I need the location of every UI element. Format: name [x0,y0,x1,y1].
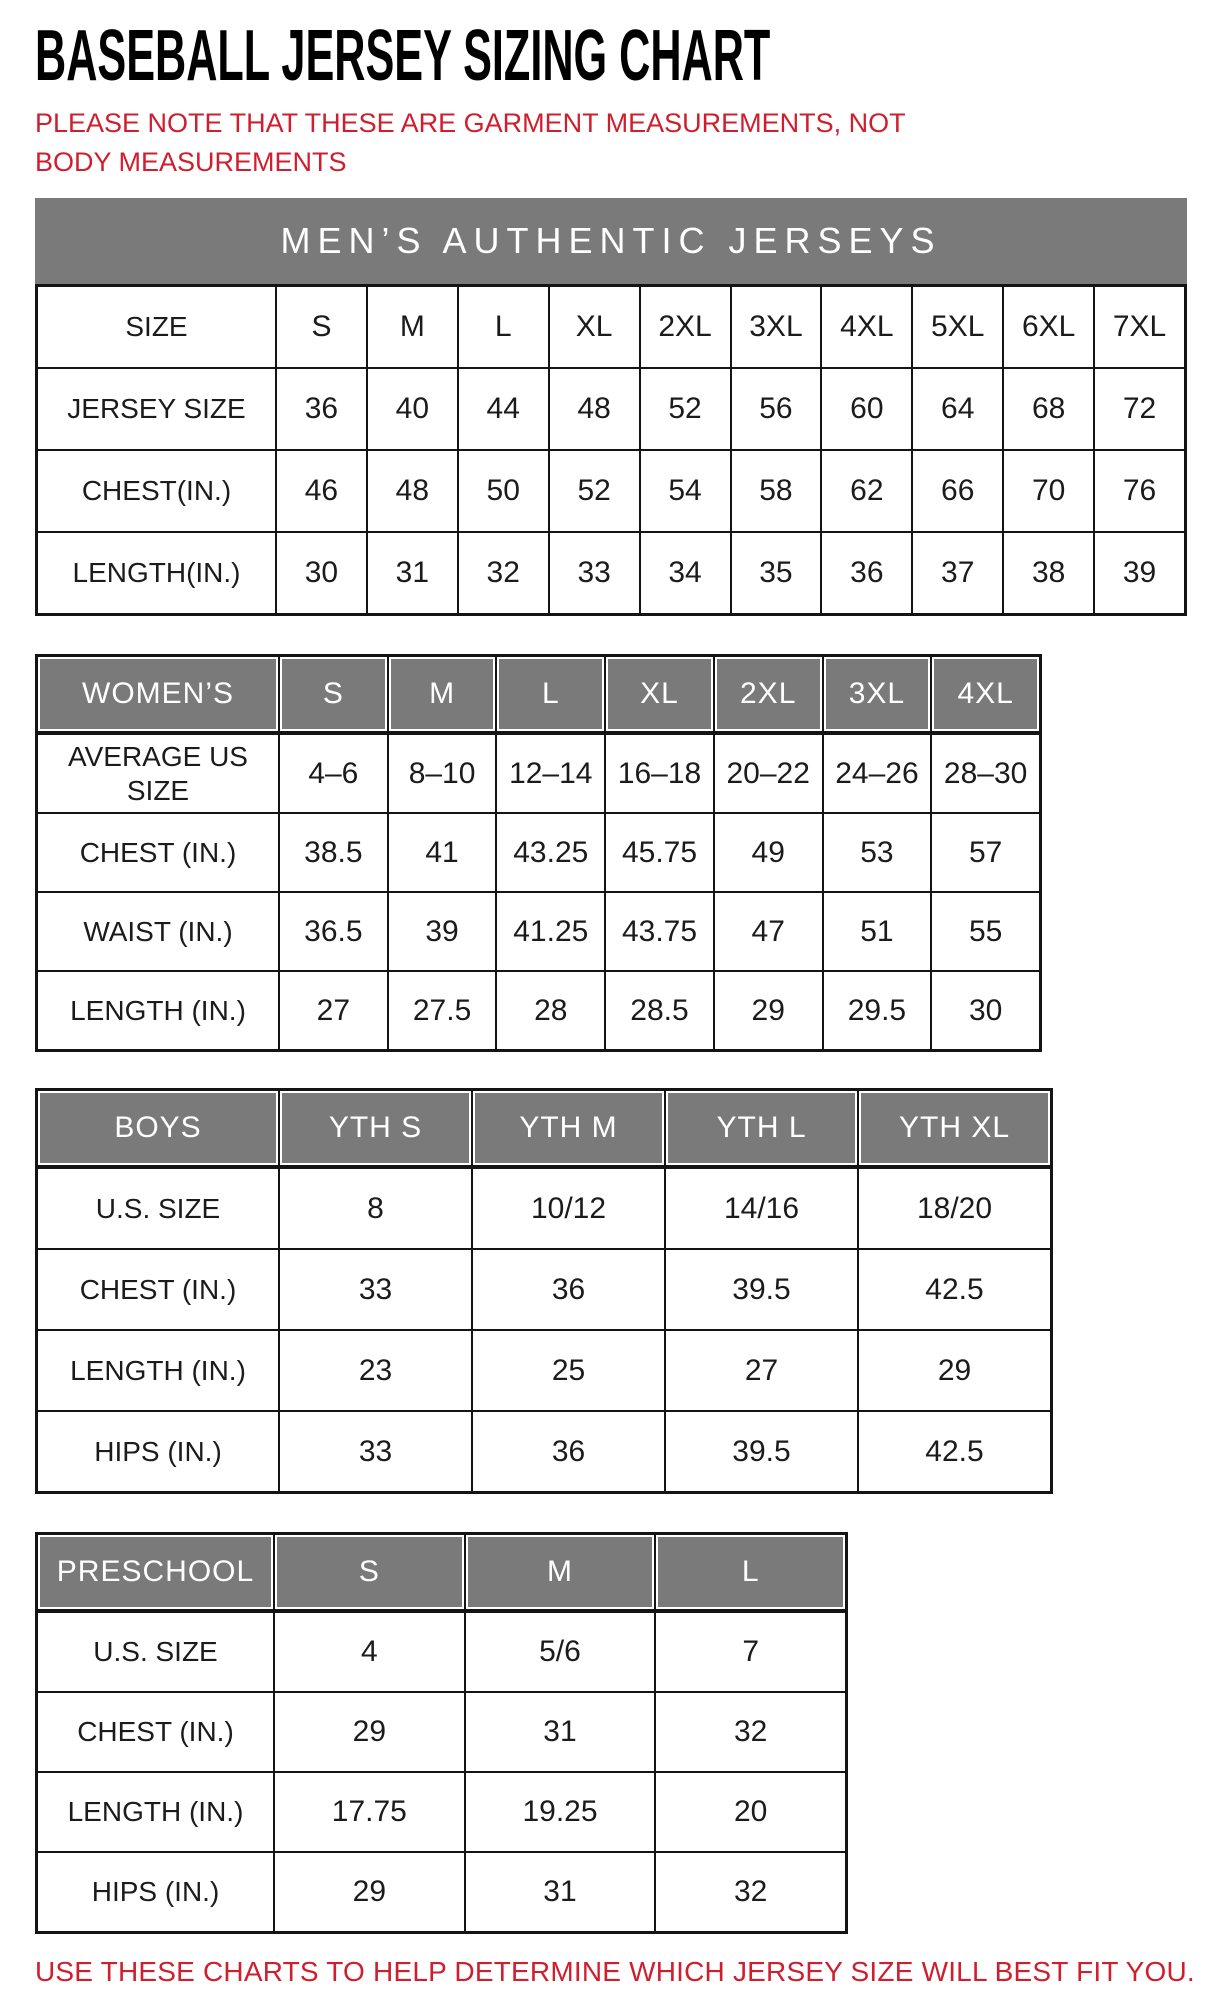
value-cell: 39 [389,893,496,970]
value-cell: 58 [732,451,821,531]
value-cell: 42.5 [859,1250,1050,1329]
value-cell: 43.75 [606,893,713,970]
row-label-cell: CHEST (IN.) [38,814,278,891]
value-cell: 50 [459,451,548,531]
value-cell: 32 [459,533,548,613]
value-cell: 47 [715,893,822,970]
row-label-cell: WAIST (IN.) [38,893,278,970]
value-cell: 5/6 [466,1613,655,1691]
value-cell: 25 [473,1331,664,1410]
value-cell: 36.5 [280,893,387,970]
column-header-cell: L [656,1535,845,1609]
column-header-cell: 6XL [1004,287,1093,367]
column-header-cell: 7XL [1095,287,1184,367]
row-label-cell: HIPS (IN.) [38,1853,273,1931]
value-cell: 37 [913,533,1002,613]
womens-size-table [35,654,1042,1052]
value-cell: 27 [280,972,387,1049]
column-header-cell: 4XL [822,287,911,367]
value-cell: 8–10 [389,735,496,812]
value-cell: 29 [859,1331,1050,1410]
row-label-cell: LENGTH (IN.) [38,972,278,1049]
value-cell: 48 [550,369,639,449]
value-cell: 35 [732,533,821,613]
mens-size-table [35,198,1187,616]
column-header-cell: 4XL [932,657,1039,731]
value-cell: 19.25 [466,1773,655,1851]
value-cell: 27.5 [389,972,496,1049]
value-cell: 53 [824,814,931,891]
value-cell: 36 [473,1412,664,1491]
boys-size-table [35,1088,1053,1494]
value-cell: 29 [275,1693,464,1771]
value-cell: 29.5 [824,972,931,1049]
value-cell: 28–30 [932,735,1039,812]
mens-table-banner: MEN’S AUTHENTIC JERSEYS [35,198,1187,284]
value-cell: 45.75 [606,814,713,891]
column-header-cell: 2XL [641,287,730,367]
value-cell: 49 [715,814,822,891]
value-cell: 33 [280,1412,471,1491]
value-cell: 36 [822,533,911,613]
column-header-cell: XL [606,657,713,731]
column-header-cell: S [277,287,366,367]
row-label-cell: LENGTH (IN.) [38,1773,273,1851]
row-label-cell: U.S. SIZE [38,1613,273,1691]
value-cell: 16–18 [606,735,713,812]
column-header-cell: 3XL [824,657,931,731]
column-header-cell: S [275,1535,464,1609]
row-label-cell: LENGTH(IN.) [38,533,275,613]
womens-table-header-row [35,654,1042,735]
boys-table-header-row [35,1088,1053,1169]
value-cell: 51 [824,893,931,970]
value-cell: 28.5 [606,972,713,1049]
value-cell: 28 [497,972,604,1049]
preschool-table-header-row [35,1532,848,1613]
value-cell: 14/16 [666,1169,857,1248]
value-cell: 44 [459,369,548,449]
row-label-cell: JERSEY SIZE [38,369,275,449]
row-label-cell: HIPS (IN.) [38,1412,278,1491]
column-header-cell: YTH S [280,1091,471,1165]
value-cell: 12–14 [497,735,604,812]
value-cell: 27 [666,1331,857,1410]
value-cell: 39.5 [666,1250,857,1329]
value-cell: 48 [368,451,457,531]
row-label-cell: CHEST (IN.) [38,1250,278,1329]
value-cell: 31 [368,533,457,613]
value-cell: 64 [913,369,1002,449]
table-corner-header: BOYS [38,1091,278,1165]
value-cell: 4–6 [280,735,387,812]
value-cell: 7 [656,1613,845,1691]
value-cell: 24–26 [824,735,931,812]
column-header-cell: L [459,287,548,367]
value-cell: 20–22 [715,735,822,812]
value-cell: 30 [277,533,366,613]
value-cell: 32 [656,1853,845,1931]
value-cell: 34 [641,533,730,613]
value-cell: 46 [277,451,366,531]
value-cell: 38 [1004,533,1093,613]
value-cell: 41 [389,814,496,891]
value-cell: 60 [822,369,911,449]
page-title-text: BASEBALL JERSEY SIZING CHART [35,16,771,96]
value-cell: 38.5 [280,814,387,891]
row-label-cell: CHEST(IN.) [38,451,275,531]
garment-measurement-note: PLEASE NOTE THAT THESE ARE GARMENT MEASUREMENTS, NOT BODY MEASUREMENTS [35,108,906,178]
womens-table-grid [35,735,1042,1052]
column-header-cell: YTH XL [859,1091,1050,1165]
value-cell: 55 [932,893,1039,970]
value-cell: 41.25 [497,893,604,970]
value-cell: 66 [913,451,1002,531]
value-cell: 57 [932,814,1039,891]
value-cell: 43.25 [497,814,604,891]
value-cell: 70 [1004,451,1093,531]
row-label-cell: AVERAGE US SIZE [38,735,278,812]
column-header-cell: M [466,1535,655,1609]
row-label-cell: CHEST (IN.) [38,1693,273,1771]
value-cell: 52 [550,451,639,531]
column-header-cell: 5XL [913,287,1002,367]
value-cell: 39 [1095,533,1184,613]
value-cell: 54 [641,451,730,531]
value-cell: 4 [275,1613,464,1691]
value-cell: 72 [1095,369,1184,449]
boys-table-grid [35,1169,1053,1494]
value-cell: 29 [275,1853,464,1931]
column-header-cell: M [368,287,457,367]
column-header-cell: S [280,657,387,731]
value-cell: 29 [715,972,822,1049]
column-header-cell: L [497,657,604,731]
value-cell: 18/20 [859,1169,1050,1248]
table-corner-header: SIZE [38,287,275,367]
row-label-cell: LENGTH (IN.) [38,1331,278,1410]
value-cell: 62 [822,451,911,531]
value-cell: 36 [277,369,366,449]
preschool-table-grid [35,1613,848,1934]
page-title [35,16,1202,96]
value-cell: 17.75 [275,1773,464,1851]
value-cell: 52 [641,369,730,449]
table-corner-header: PRESCHOOL [38,1535,273,1609]
table-corner-header: WOMEN’S [38,657,278,731]
value-cell: 42.5 [859,1412,1050,1491]
mens-table-grid [35,284,1187,616]
value-cell: 8 [280,1169,471,1248]
value-cell: 36 [473,1250,664,1329]
value-cell: 56 [732,369,821,449]
row-label-cell: U.S. SIZE [38,1169,278,1248]
value-cell: 68 [1004,369,1093,449]
value-cell: 32 [656,1693,845,1771]
value-cell: 31 [466,1693,655,1771]
column-header-cell: 2XL [715,657,822,731]
preschool-size-table [35,1532,848,1934]
column-header-cell: XL [550,287,639,367]
value-cell: 20 [656,1773,845,1851]
value-cell: 33 [550,533,639,613]
value-cell: 39.5 [666,1412,857,1491]
value-cell: 31 [466,1853,655,1931]
column-header-cell: YTH L [666,1091,857,1165]
value-cell: 30 [932,972,1039,1049]
value-cell: 33 [280,1250,471,1329]
value-cell: 23 [280,1331,471,1410]
column-header-cell: YTH M [473,1091,664,1165]
fit-advice-note: USE THESE CHARTS TO HELP DETERMINE WHICH JERSEY SIZE WILL BEST FIT YOU. [35,1956,1195,1988]
value-cell: 40 [368,369,457,449]
column-header-cell: M [389,657,496,731]
column-header-cell: 3XL [732,287,821,367]
value-cell: 10/12 [473,1169,664,1248]
value-cell: 76 [1095,451,1184,531]
